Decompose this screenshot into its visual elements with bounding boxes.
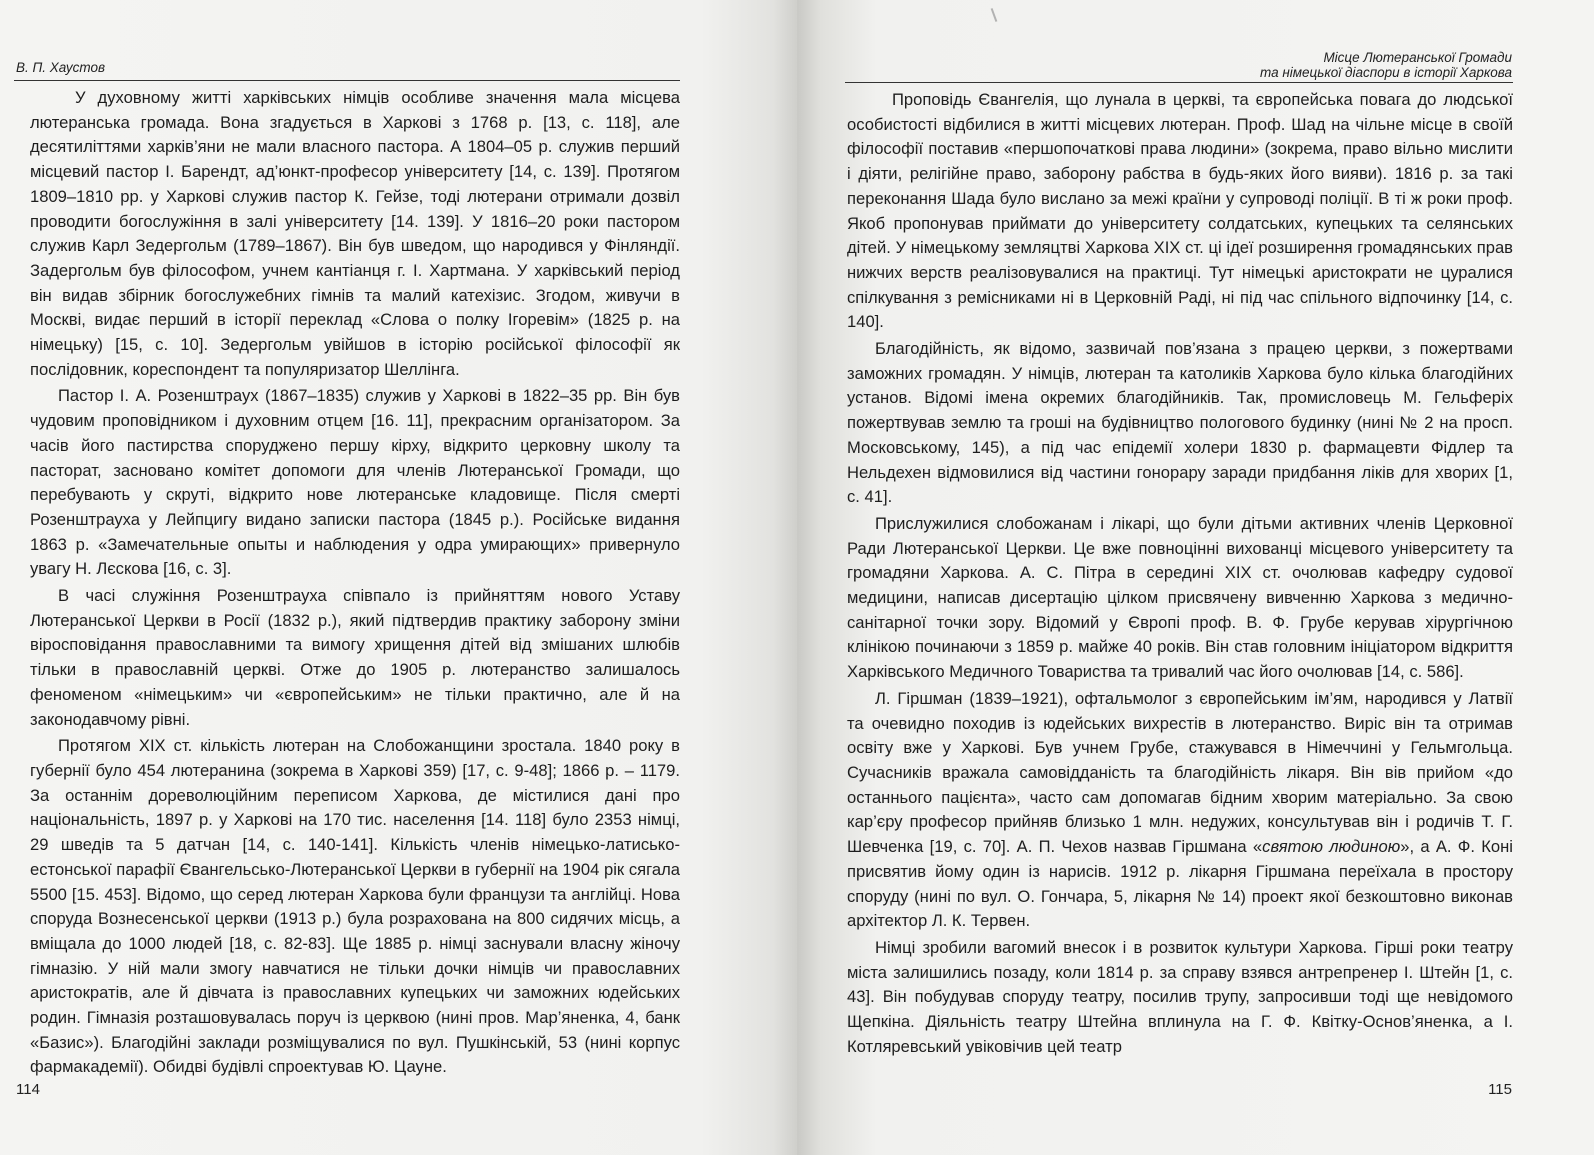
header-rule [14, 80, 680, 81]
page-number: 115 [1488, 1081, 1512, 1098]
text-run: Л. Гіршман (1839–1921), офтальмолог з європейським ім’ям, народився у Латвії та очевидно походив із юдейських вихрестів в лютеранство. Виріс він та отримав освіту вже у Харкові. Був учнем Грубе, стажувався в Німеччині у Гельмгольца. Сучасників вражала самовідданість та благодійність лікаря. Він вів прийом «до останнього пацієнта», часто сам допомагав бідним хворим матеріально. За свою кар’єру професор прийняв близько 1 млн. недужих, консультував він і родичів Т. Г. Шевченка [19, с. 70]. А. П. Чехов назвав Гіршмана « [847, 688, 1513, 857]
running-head-author: В. П. Хаустов [16, 60, 106, 75]
running-head-line: та німецької діаспори в історії Харкова [1260, 65, 1512, 80]
header-rule [845, 82, 1513, 83]
paragraph: Німці зробили вагомий внесок і в розвиток культури Харкова. Гірші роки театру міста залишились позаду, коли 1814 р. за справу взявся антрепренер І. Штейн [1, с. 43]. Він побудував споруду театру, посилив трупу, запросивши тоді ще невідомого Щепкіна. Діяльність театру Штейна вплинула на Г. Ф. Квітку-Основ’яненка, а І. Котляревський увіковічив цей театр [847, 937, 1513, 1056]
paragraph: В часі служіння Розенштрауха співпало із прийняттям нового Уставу Лютеранської Церкви в Росії (1832 р.), який підтвердив практику заборону зміни віросповідання православними та вимогу хрищення дітей від змішаних шлюбів тільки в православній церкві. Отже до 1905 р. лютеранство залишалось феноменом «німецьким» чи «європейським» не тільки практично, але й на законодавчому рівні. [30, 586, 680, 729]
paragraph: У духовному житті харківських німців особливе значення мала місцева лютеранська громада. Вона згадується в Харкові з 1768 р. [13, с. 118], але десятиліттями харків’яни не мали власного пастора. А 1804–05 р. служив перший місцевий пастор І. Барендт, ад’юнкт-професор університету [14, с. 139]. Протягом 1809–1810 рр. у Харкові служив пастор К. Гейзе, тоді лютерани отримали дозвіл проводити богослужіння в залі університету [14. 139]. У 1816–20 роки пастором служив Карл Зедергольм (1789–1867). Він був шведом, що народився у Фінляндії. Задергольм був філософом, учнем кантіанця г. І. Хартмана. У харківський період він видав збірник богослужебних гімнів та малий катехізис. Згодом, живучи в Москві, видає перший в історії переклад «Слова о полку Ігоревім» (1825 р. на німецьку) [15, с. 10]. Зедергольм увійшов в історію російської філософії як послідовник, кореспондент та популяризатор Шеллінга. [30, 88, 680, 379]
running-head-title [1260, 50, 1512, 80]
paragraph: Благодійність, як відомо, зазвичай пов’язана з працею церкви, з пожертвами заможних громадян. У німців, лютеран та католиків Харкова було кілька благодійних установ. Відомі імена окремих благодійників. Так, промисловець М. Гельферіх пожертвував землю та гроші на будівництво пологового будинку (нині № 2 на просп. Московському, 145), а під час епідемії холери 1830 р. фармацевти Фідлер та Нельдехен відмовилися від частини гонорару заради придбання ліків для хворих [1, с. 41]. [847, 339, 1513, 507]
page-number: 114 [16, 1081, 40, 1098]
paragraph: Пастор І. А. Розенштраух (1867–1835) служив у Харкові в 1822–35 рр. Він був чудовим проповідником і духовним отцем [16. 11], прекрасним організатором. За часів його пастирства споруджено першу кірху, відкрито церковну школу та пасторат, засновано комітет допомоги для членів Лютеранської Громади, що перебувають у скруті, відкрито нове лютеранське кладовище. Після смерті Розенштрауха у Лейпцигу видано записки пастора (1845 р.). Російське видання 1863 р. «Замечательные опыты и наблюдения у одра умирающих» привернуло увагу Н. Лєскова [16, с. 3]. [30, 386, 680, 579]
right-page [797, 0, 1594, 1155]
paragraph [847, 687, 1513, 934]
running-head-line: Місце Лютеранської Громади [1323, 50, 1512, 65]
italic-quote: святою людиною [1262, 837, 1401, 857]
paragraph: Прислужилися слобожанам і лікарі, що були дітьми активних членів Церковної Ради Лютеранської Церкви. Це вже повноцінні вихованці місцевого університету та громадяни Харкова. А. С. Пітра в середині XIX ст. очолював кафедру судової медицини, написав дисертацію цілком присвячену вивченню Харкова з медично-санітарної точки зору. Відомий у Європі проф. В. Ф. Грубе керував хірургічною клінікою починаючи з 1859 р. майже 40 років. Він став головним ініціатором відкриття Харківського Медичного Товариства та тривалий час його очолював [14, с. 586]. [847, 513, 1513, 682]
right-page-body [847, 88, 1513, 1061]
paragraph: Проповідь Євангелія, що лунала в церкві, та європейська повага до людської особистості відбилися в житті місцевих лютеран. Проф. Шад на чільне місце в своїй філософії поставив «першопочаткові права людини» (зокрема, право вільно мислити і діяти, релігійне право, заборону рабства в будь-яких його вияви). 1816 р. за такі переконання Шада було вислано за межі країни у супроводі поліції. В ті ж роки проф. Якоб пропонував приймати до університету солдатських, купецьких та селянських дітей. У німецькому земляцтві Харкова XIX ст. ці ідеї розширення громадянських прав нижчих верств реалізовувалися на практиці. Тут німецькі аристократи не цуралися спілкування з ремісниками ні в Церковній Раді, ні під час спільного відпочинку [14, с. 140]. [847, 90, 1513, 332]
paragraph: Протягом XIX ст. кількість лютеран на Слобожанщини зростала. 1840 року в губернії було 454 лютеранина (зокрема в Харкові 359) [17, с. 9-48]; 1866 р. – 1179. За останнім дореволюційним переписом Харкова, де містилися дані про національність, 1897 р. у Харкові на 170 тис. населення [14. 118] було 2353 німці, 29 шведів та 5 датчан [14, с. 140-141]. Кількість членів німецько-латисько-естонської парафії Євангельсько-Лютеранської Церкви в губернії на 1904 рік сягала 5500 [15. 453]. Відомо, що серед лютеран Харкова були французи та англійці. Нова споруда Вознесенської церкви (1913 р.) була розрахована на 800 сидячих місць, а вміщала до 1000 людей [18, с. 82-83]. Ще 1885 р. німці заснували власну жіночу гімназію. У ній мали змогу навчатися не тільки дочки німців чи православних аристократів, але й дівчата із православних купецьких чи заможних юдейських родин. Гімназія розташовувалась поруч із церквою (нині пров. Мар’яненка, 4, банк «Базис»). Благодійні заклади розміщувалися по вул. Пушкінській, 53 (нині корпус фармакадемії). Обидві будівлі спроектував Ю. Цауне. [30, 736, 680, 1077]
text-run: », а А. Ф. Коні присвятив йому один із нарисів. 1912 р. лікарня Гіршмана переїхала в простору споруду (нині по вул. О. Гончара, 5, лікарня № 14) проект якої безкоштовно виконав архітектор Л. К. Тервен. [847, 837, 1513, 931]
scan-speck [991, 8, 998, 22]
left-page-body [30, 86, 680, 1082]
